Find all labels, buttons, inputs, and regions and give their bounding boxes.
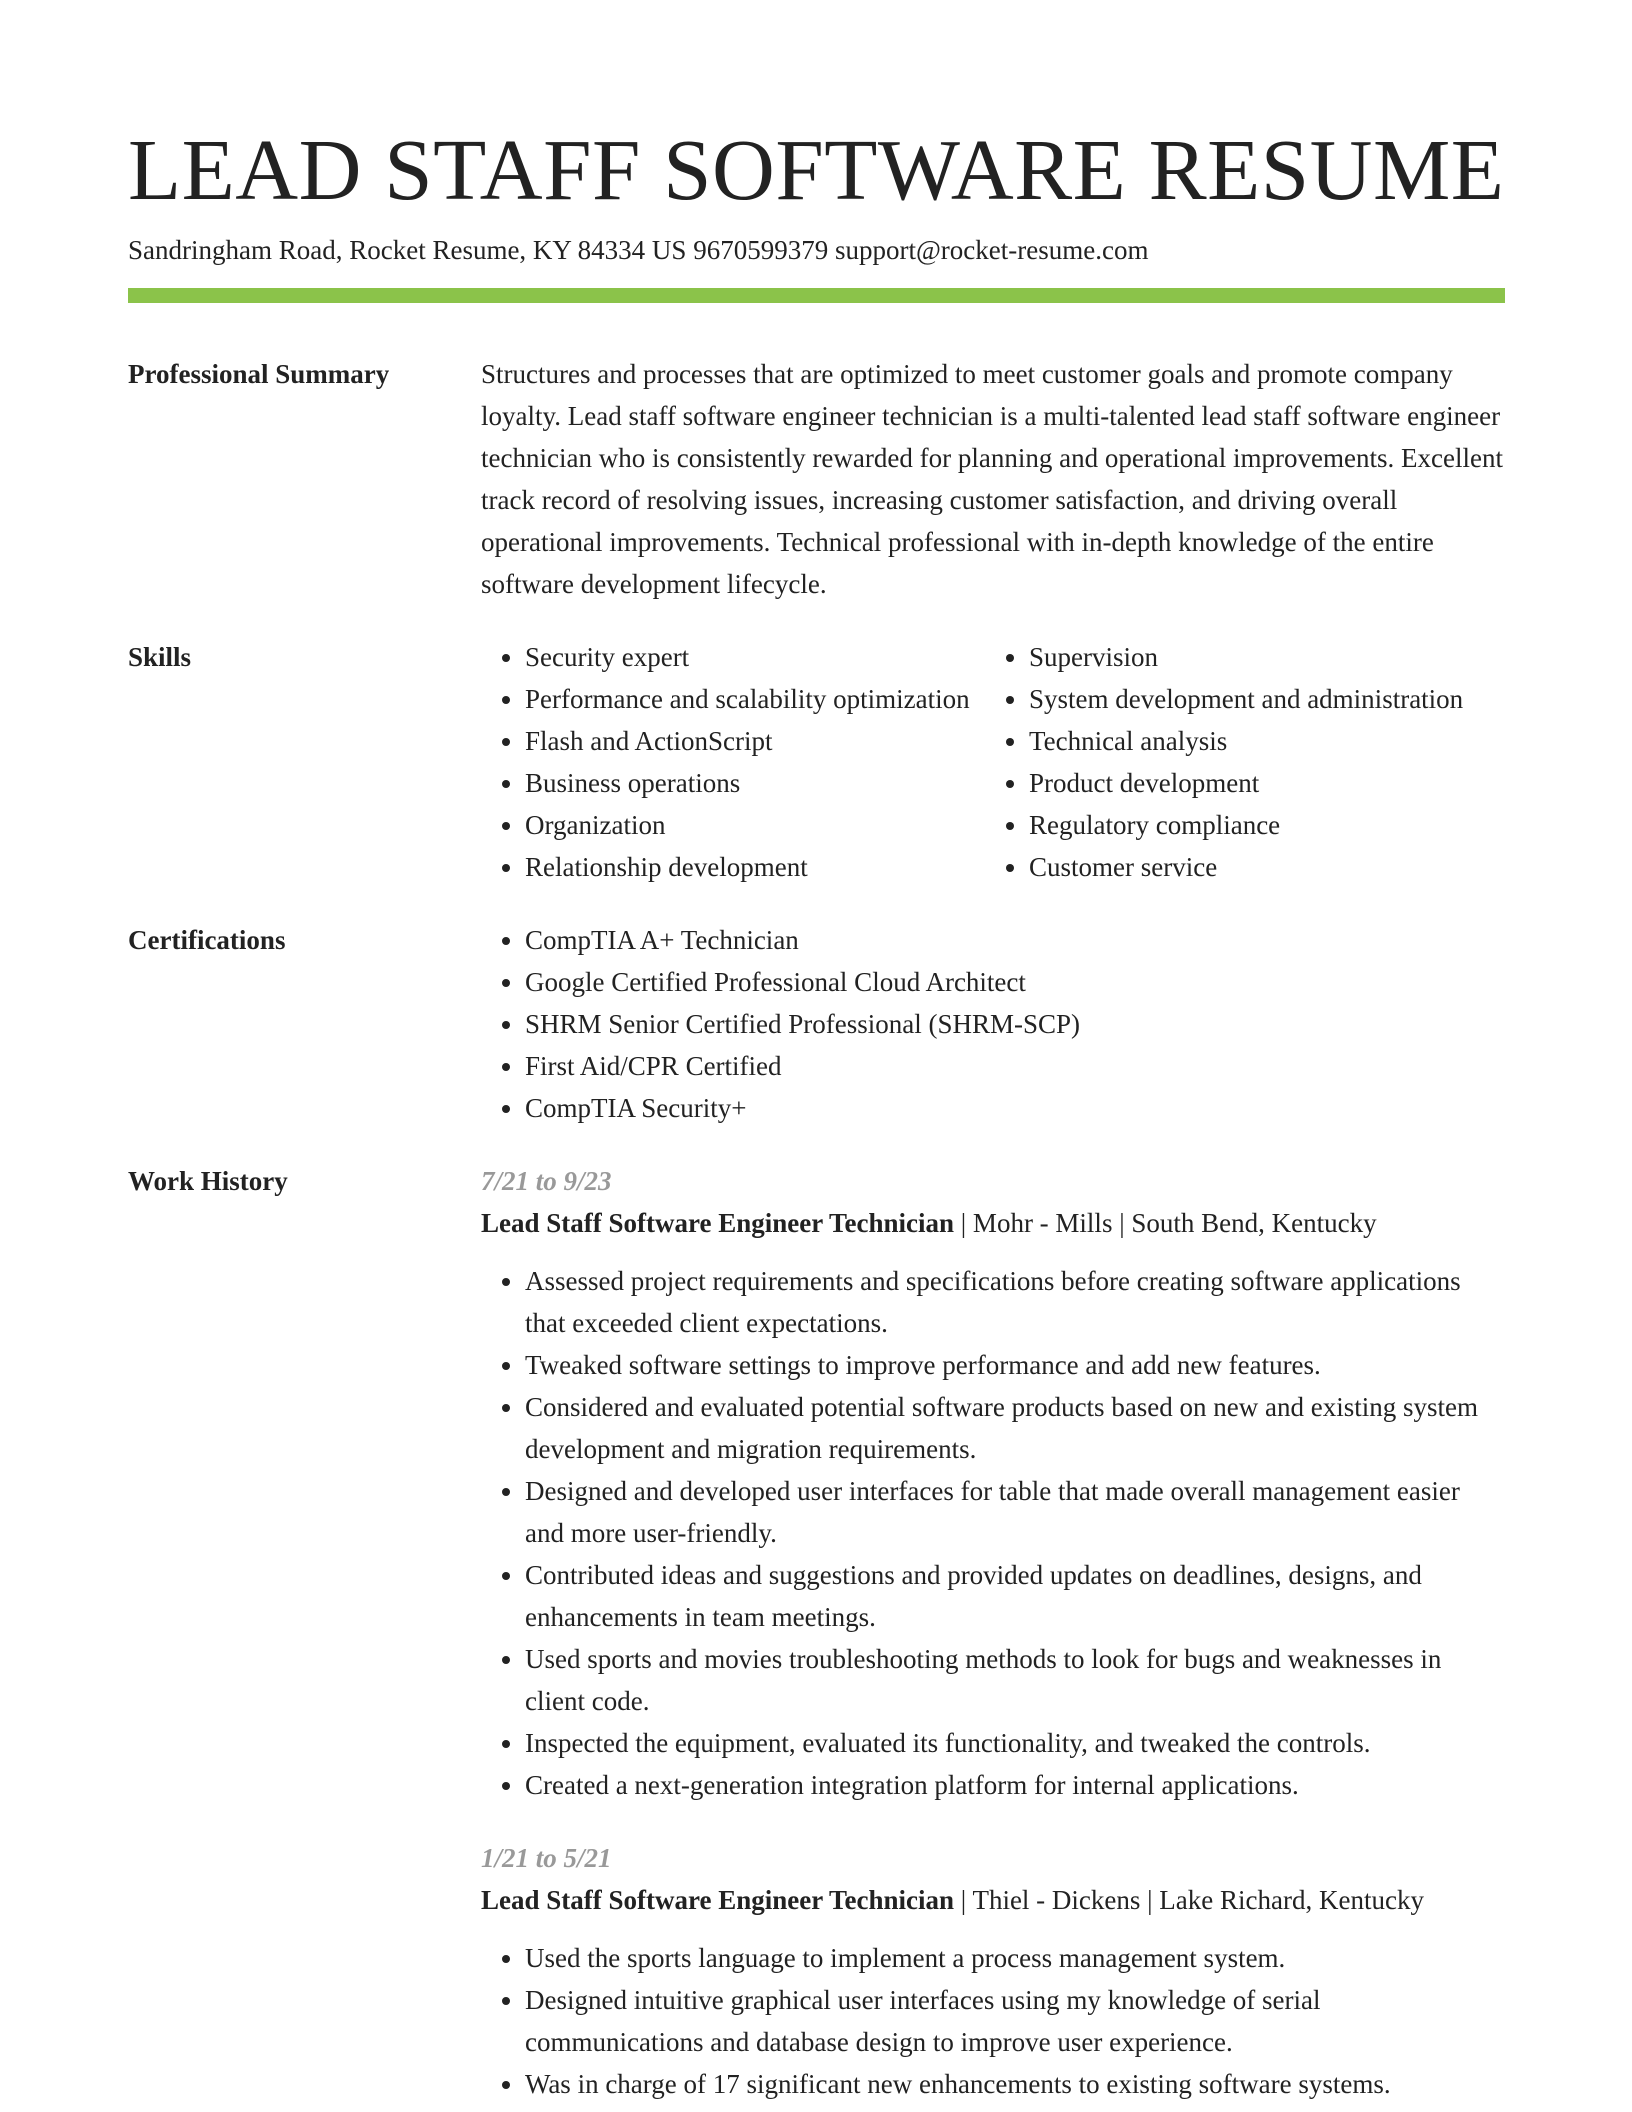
skills-body: [481, 636, 1505, 888]
work-history-body: [481, 1160, 1505, 2105]
job-bullet: • Designed intuitive graphical user interfaces using my knowledge of serial communications and database design to improve user experience.: [525, 1979, 1505, 2063]
contact-info: Sandringham Road, Rocket Resume, KY 84334 US 9670599379 support@rocket-resume.com: [128, 235, 1149, 265]
certifications-label: Certifications: [128, 925, 286, 955]
certification-item: • SHRM Senior Certified Professional (SHRM-SCP): [525, 1003, 1505, 1045]
certification-item: • Google Certified Professional Cloud Architect: [525, 961, 1505, 1003]
skill-item: • System development and administration: [1029, 678, 1549, 720]
job-entry: [481, 1837, 1505, 2105]
job-bullets: [481, 1937, 1505, 2105]
job-title: Lead Staff Software Engineer Technician: [481, 1208, 955, 1238]
skill-item: • Regulatory compliance: [1029, 804, 1549, 846]
skill-item: • Customer service: [1029, 846, 1549, 888]
skills-list-right: [985, 636, 1549, 888]
certifications-body: [481, 919, 1505, 1129]
job-heading: [481, 1202, 1505, 1244]
skills-list-left: [481, 636, 985, 888]
job-bullet: • Designed and developed user interfaces for table that made overall management easier and more user-friendly.: [525, 1470, 1505, 1554]
job-bullet: • Used sports and movies troubleshooting methods to look for bugs and weaknesses in client code.: [525, 1638, 1505, 1722]
skills-label: Skills: [128, 642, 192, 672]
resume-page: [128, 0, 1505, 2105]
work-history-section: [128, 1160, 1505, 2105]
certification-item: • CompTIA A+ Technician: [525, 919, 1505, 961]
job-entry: [481, 1160, 1505, 1806]
job-bullet: • Inspected the equipment, evaluated its functionality, and tweaked the controls.: [525, 1722, 1505, 1764]
skill-item: • Organization: [525, 804, 985, 846]
job-bullets: [481, 1260, 1505, 1806]
job-bullet: • Created a next-generation integration platform for internal applications.: [525, 1764, 1505, 1806]
skill-item: • Security expert: [525, 636, 985, 678]
job-bullet: • Tweaked software settings to improve performance and add new features.: [525, 1344, 1505, 1386]
summary-section: [128, 353, 1505, 605]
work-history-label: Work History: [128, 1166, 288, 1196]
certification-item: • CompTIA Security+: [525, 1087, 1505, 1129]
job-dates: 1/21 to 5/21: [481, 1843, 612, 1873]
summary-text: Structures and processes that are optimized to meet customer goals and promote company loyalty. Lead staff software engineer technician is a multi-talented lead staff software engineer technician who is consistently rewarded for planning and operational improvements. Excellent track record of resolving issues, increasing customer satisfaction, and driving overall operational improvements. Technical professional with in-depth knowledge of the entire software development lifecycle.: [481, 359, 1503, 599]
job-employer-location: | Mohr - Mills | South Bend, Kentucky: [954, 1208, 1377, 1238]
summary-body: [481, 353, 1505, 605]
summary-label: Professional Summary: [128, 359, 390, 389]
job-bullet: • Was in charge of 17 significant new enhancements to existing software systems.: [525, 2063, 1505, 2105]
skill-item: • Relationship development: [525, 846, 985, 888]
skill-item: • Flash and ActionScript: [525, 720, 985, 762]
skill-item: • Performance and scalability optimization: [525, 678, 985, 720]
job-employer-location: | Thiel - Dickens | Lake Richard, Kentucky: [954, 1885, 1424, 1915]
skill-item: • Technical analysis: [1029, 720, 1549, 762]
job-bullet: • Assessed project requirements and specifications before creating software applications that exceeded client expectations.: [525, 1260, 1505, 1344]
job-dates: 7/21 to 9/23: [481, 1166, 612, 1196]
skill-item: • Business operations: [525, 762, 985, 804]
job-bullet: • Used the sports language to implement a process management system.: [525, 1937, 1505, 1979]
certifications-list: [481, 919, 1505, 1129]
certification-item: • First Aid/CPR Certified: [525, 1045, 1505, 1087]
skills-section: [128, 636, 1505, 888]
resume-title: LEAD STAFF SOFTWARE RESUME: [128, 121, 1505, 218]
skill-item: • Supervision: [1029, 636, 1549, 678]
accent-divider: [128, 288, 1505, 303]
job-title: Lead Staff Software Engineer Technician: [481, 1885, 955, 1915]
job-bullet: • Contributed ideas and suggestions and provided updates on deadlines, designs, and enhancements in team meetings.: [525, 1554, 1505, 1638]
job-heading: [481, 1879, 1505, 1921]
skill-item: • Product development: [1029, 762, 1549, 804]
certifications-section: [128, 919, 1505, 1129]
job-bullet: • Considered and evaluated potential software products based on new and existing system development and migration requirements.: [525, 1386, 1505, 1470]
